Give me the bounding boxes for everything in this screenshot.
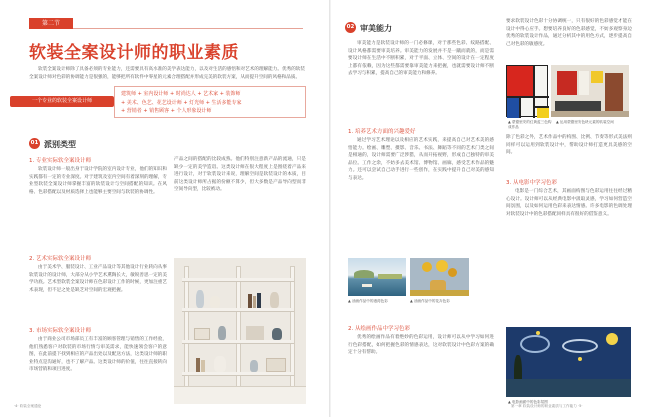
- subsection-title: 3. 市场实际软全案设计师: [29, 328, 91, 334]
- subsection-text: 由于商业公司市场部员工有丰富的顾客管理与销售的工作经验，他们熟悉客户对软装的市场行情与审美需求，能快速领会客户的意图，在此前提下找到相应的产品出处以及配送方法，这类设计师的职业特点是沟通好，也不了解产品。这类设计师的价值，往往直接转向市场营销和项目进度。: [29, 337, 167, 373]
- vase: [214, 356, 226, 372]
- page-title: 软装全案设计师的职业素质: [29, 43, 239, 63]
- vase: [250, 360, 258, 372]
- vase: [196, 290, 204, 308]
- table: [410, 290, 469, 296]
- red-block: [507, 66, 533, 96]
- column-text: 要求软装设计色彩十分协调统一，只有很好的色彩感觉才能在设计中得心应手。想要培养良好的色彩感觉，不妨多观察身边优秀的软装设计作品，通过分析其中的用色方式，逐步提高自己对色彩的敏感度。: [506, 19, 632, 47]
- red-panel: [557, 71, 577, 95]
- black-line: [535, 106, 549, 108]
- formula-line: + 营销者 + 销售顾客 + 个人形象设计师: [121, 108, 212, 114]
- white-panel: [579, 71, 589, 95]
- column-text: 产品之间的搭配的比较成熟。他们特别注意新产品的流通，只是缺少一定的美学造诣。这类设计师在很大程度上是围绕着产品来进行设计，对于软装设计来说，理解空间是软装设计的本质，目前这类设计师所占据的份额不算少，但大多数是产品导向型而非空间导向型，比较被动。: [174, 157, 306, 193]
- formula-line: + 美术、色艺、花艺设计师 + 灯光师 + 生活多能专家: [121, 99, 242, 106]
- section-title: 派别类型: [44, 140, 76, 149]
- chapter-rule: [73, 28, 303, 29]
- left-page: [0, 0, 330, 417]
- subsection-text: 通过学习艺术理论以及相应的艺术实践，来提高自己对艺术美的感悟能力。绘画、雕塑、摄影、音乐、书法、舞蹈等不同的艺术门类之间是相通的，设计师需要广泛涉猎，从而开拓视野，形成自己独特的审美品位。工作之余，不妨多去美术馆、博物馆、画廊，感受艺术作品的魅力。还可以尝试自己动手进行一些创作，在实践中提升自己对美的感知与表达。: [348, 138, 494, 181]
- cabinet: [605, 73, 623, 113]
- sofa: [555, 101, 601, 111]
- vase: [218, 326, 226, 340]
- film-still: [506, 327, 631, 397]
- vase: [272, 328, 282, 340]
- swirl: [520, 335, 550, 353]
- frame: [266, 358, 286, 372]
- swirl: [562, 339, 598, 353]
- sunflower: [436, 260, 448, 272]
- book: [253, 296, 256, 308]
- subsection-title: 1. 培养艺术方面的兴趣爱好: [348, 129, 416, 135]
- mondrian-artwork: [506, 65, 548, 117]
- floor: [551, 111, 629, 117]
- shore: [378, 274, 402, 279]
- harbor-painting: [348, 258, 406, 296]
- subsection-title: 3. 从电影中学习色彩: [506, 180, 557, 186]
- village: [506, 379, 631, 397]
- subsection-title: 2. 艺术实际软全案设计师: [29, 256, 91, 262]
- moon: [606, 333, 618, 345]
- shelf-post: [184, 266, 189, 400]
- subsection-text: 电影是一门综合艺术，其画面构图与色彩运用往往经过精心设计。设计师可以从经典电影中汲取灵感，学习如何营造空间氛围，以及如何运用色彩来表达情感。许多电影的色调处理对软装设计中的色彩搭配同样具有很好的借鉴意义。: [506, 189, 632, 217]
- image-caption: ▲ 蒙德里安的红黄蓝三色构成作品: [508, 120, 552, 130]
- image-caption: ▲ 油画作品中的花卉色彩: [410, 299, 450, 303]
- section-number: 01: [29, 138, 40, 149]
- page-footer: 第一章 软装设计师的职业素质与工作能力 ·5·: [511, 404, 583, 408]
- book: [201, 360, 205, 372]
- shelf-board: [182, 372, 294, 376]
- vase: [270, 292, 279, 308]
- shelf-board: [182, 308, 294, 312]
- image-caption: ▲ 电影画面中的色彩氛围: [508, 400, 548, 404]
- flower-painting: [410, 258, 469, 296]
- shelf-board: [182, 278, 294, 282]
- subsection-title: 2. 从绘画作品中学习色彩: [348, 326, 410, 332]
- black-line: [533, 66, 535, 118]
- image-caption: ▲ 油画作品中的港湾色彩: [348, 299, 388, 303]
- chapter-tag: 第二节: [29, 18, 73, 29]
- yellow-block: [537, 108, 549, 118]
- formula-box: [114, 86, 306, 118]
- image-caption: ▲ 运用蒙德里安色块元素的软装空间: [556, 120, 614, 124]
- book: [257, 293, 261, 308]
- sunflower: [448, 268, 457, 277]
- box: [246, 326, 264, 340]
- black-line: [519, 98, 521, 118]
- column-text: 审美能力是软装设计师的一门必修课，对于那些色彩、纹路搭配、设计风格都需要审美培养。审美能力的发展并不是一蹴而就的，而是需要设计师在生活中不断积累，对于平面、立体、空间的设计在一定程度上都有依赖，因为这些都需要靠审美能力来把握，也就需要设计师不断去学习与积累，提高自己的审美能力和修养。: [348, 41, 494, 77]
- frame: [194, 328, 210, 340]
- book: [248, 294, 252, 308]
- star: [536, 331, 540, 335]
- section-title: 审美能力: [360, 24, 392, 33]
- intro-paragraph: 软装全案设计师除了具备必须的专业能力，还需要具有高水准的美学表达能力，以及对生活的感悟和对艺术的理解能力。优秀的软装全案设计师对色彩的协调能力是很强的，能够把所有软件中零星的元素合理搭配并形成完美的软装方案，从而提升空间的风格和品质。: [29, 67, 305, 80]
- section-number: 02: [345, 22, 356, 33]
- subsection-title: 1. 专业实际软全案设计师: [29, 158, 91, 164]
- formula-banner: 一个专业的软装全案设计师: [10, 96, 114, 107]
- shelf-decor-photo: [174, 258, 306, 404]
- yellow-panel: [591, 71, 603, 83]
- boat: [362, 284, 372, 287]
- page-footer: ·4· 软装全案通论: [14, 404, 42, 408]
- interior-photo: [551, 65, 629, 117]
- book: [196, 358, 200, 372]
- shelf-post: [290, 266, 295, 400]
- column-text: 除了色彩之外，艺术作品中的构图、比例、节奏等形式美法则同样可以运用到软装设计中，帮助设计师打造更具美感的空间。: [506, 135, 632, 156]
- shelf-post: [236, 266, 241, 400]
- sunflower: [422, 262, 432, 272]
- vase: [210, 296, 220, 308]
- cabinet: [174, 386, 306, 404]
- shelf-board: [182, 340, 294, 344]
- formula-line: 建筑师 + 室内设计师 + 时尚达人 + 艺术家 + 装饰师: [121, 91, 241, 97]
- hill: [354, 270, 374, 278]
- subsection-text: 软装设计师一般出身于设计学院的室内设计专业，他们的知识和实践都有一定的专业深度。对于建筑及室内空间有着深刻的理解，专业型软装全案设计师掌握丰富的软装设计与空间搭配的知识。在风格、色彩搭配以及材质选择上也能够主要空间与软装的协调性。: [29, 167, 167, 195]
- blue-block: [507, 98, 519, 118]
- subsection-text: 由于美术学、服装设计、工业产品设计等其他设计行业转向从事软装设计的设计师，大部分从小学艺术熏陶长大，敏锐善思一定的美学功底。艺术型软装全案设计师在色彩设计工作的时候，更加注重艺术表现，但不足之处是缺乏对空间的宏观把握。: [29, 265, 167, 293]
- star: [578, 357, 582, 361]
- subsection-text: 优秀的绘画作品有着绝妙的色彩运用，设计师可以从中学习如何进行色彩搭配，如何把握色彩的情感表达，这对软装设计中色彩方案的确定十分有帮助。: [348, 335, 494, 356]
